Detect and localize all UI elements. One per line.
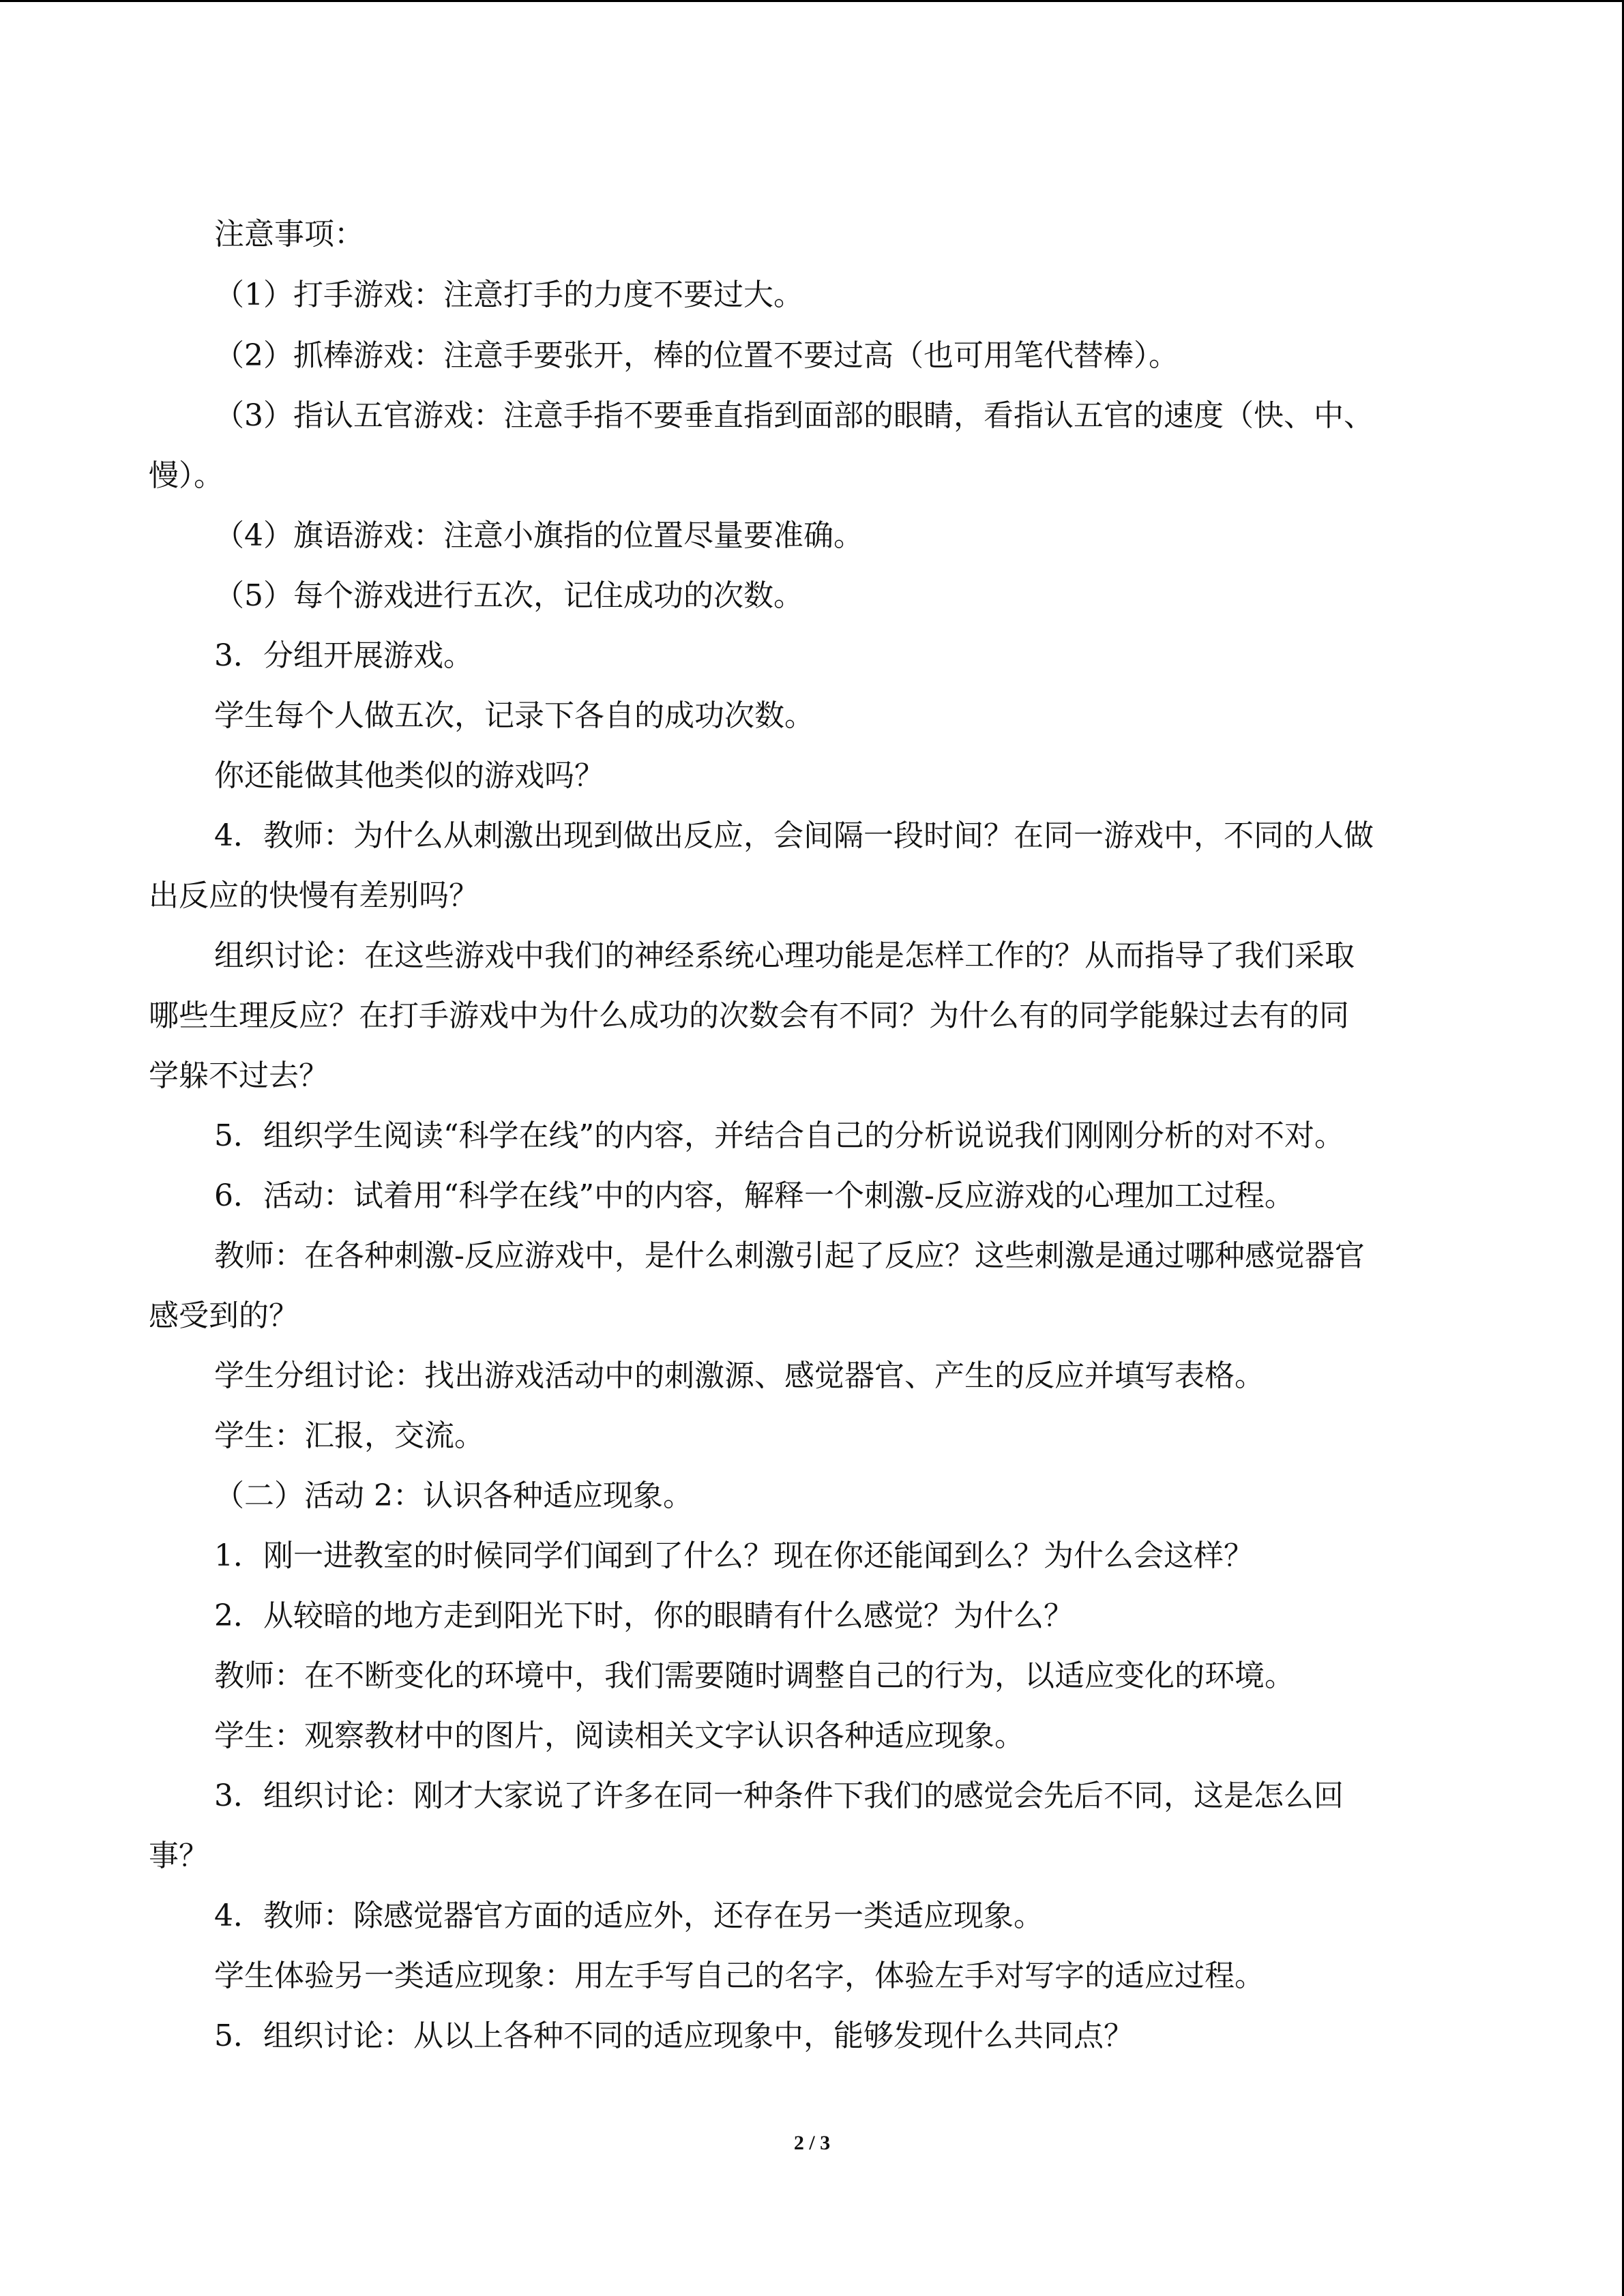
- paragraph-line: 2．从较暗的地方走到阳光下时，你的眼睛有什么感觉？为什么？: [214, 1598, 1074, 1633]
- paragraph-line: 学生：汇报，交流。: [214, 1418, 484, 1453]
- paragraph-line: 慢）。: [149, 458, 224, 493]
- paragraph-line: 3．分组开展游戏。: [214, 638, 473, 673]
- paragraph-line: 哪些生理反应？在打手游戏中为什么成功的次数会有不同？为什么有的同学能躲过去有的同: [149, 998, 1349, 1033]
- paragraph-line: 你还能做其他类似的游戏吗？: [214, 758, 604, 793]
- paragraph-line: 4．教师：除感觉器官方面的适应外，还存在另一类适应现象。: [214, 1898, 1044, 1933]
- paragraph-line: 事？: [149, 1838, 209, 1873]
- paragraph-line: 5．组织学生阅读“科学在线”的内容，并结合自己的分析说说我们刚刚分析的对不对。: [214, 1118, 1344, 1153]
- paragraph-line: 5．组织讨论：从以上各种不同的适应现象中，能够发现什么共同点？: [214, 2018, 1134, 2053]
- paragraph-line: 3．组织讨论：刚才大家说了许多在同一种条件下我们的感觉会先后不同，这是怎么回: [214, 1778, 1344, 1813]
- paragraph-line: 6．活动：试着用“科学在线”中的内容，解释一个刺激-反应游戏的心理加工过程。: [214, 1178, 1295, 1213]
- page-number: 2 / 3: [793, 2132, 831, 2154]
- paragraph-line: 感受到的？: [149, 1298, 299, 1333]
- paragraph-line: 学生：观察教材中的图片，阅读相关文字认识各种适应现象。: [214, 1718, 1024, 1753]
- paragraph-line: 出反应的快慢有差别吗？: [149, 878, 479, 913]
- paragraph-line: 学生每个人做五次，记录下各自的成功次数。: [214, 698, 814, 733]
- paragraph-line: 4．教师：为什么从刺激出现到做出反应，会间隔一段时间？在同一游戏中，不同的人做: [214, 818, 1374, 853]
- paragraph-line: （二）活动 2：认识各种适应现象。: [214, 1478, 693, 1513]
- paragraph-line: （3）指认五官游戏：注意手指不要垂直指到面部的眼睛，看指认五官的速度（快、中、: [214, 398, 1374, 433]
- paragraph-line: 学躲不过去？: [149, 1058, 329, 1093]
- paragraph-line: 教师：在不断变化的环境中，我们需要随时调整自己的行为，以适应变化的环境。: [214, 1658, 1295, 1693]
- paragraph-line: （1）打手游戏：注意打手的力度不要过大。: [214, 278, 803, 312]
- paragraph-line: 注意事项：: [214, 217, 364, 252]
- paragraph-line: 学生分组讨论：找出游戏活动中的刺激源、感觉器官、产生的反应并填写表格。: [214, 1358, 1265, 1393]
- paragraph-line: 教师：在各种刺激-反应游戏中，是什么刺激引起了反应？这些刺激是通过哪种感觉器官: [214, 1238, 1365, 1273]
- paragraph-line: 组织讨论：在这些游戏中我们的神经系统心理功能是怎样工作的？从而指导了我们采取: [214, 938, 1355, 973]
- paragraph-line: （2）抓棒游戏：注意手要张开，棒的位置不要过高（也可用笔代替棒）。: [214, 338, 1179, 373]
- paragraph-line: （4）旗语游戏：注意小旗指的位置尽量要准确。: [214, 518, 863, 553]
- paragraph-line: 1．刚一进教室的时候同学们闻到了什么？现在你还能闻到么？为什么会这样？: [214, 1538, 1254, 1573]
- paragraph-line: （5）每个游戏进行五次，记住成功的次数。: [214, 578, 803, 613]
- page-border-top: [0, 0, 1624, 2]
- paragraph-line: 学生体验另一类适应现象：用左手写自己的名字，体验左手对写字的适应过程。: [214, 1958, 1265, 1993]
